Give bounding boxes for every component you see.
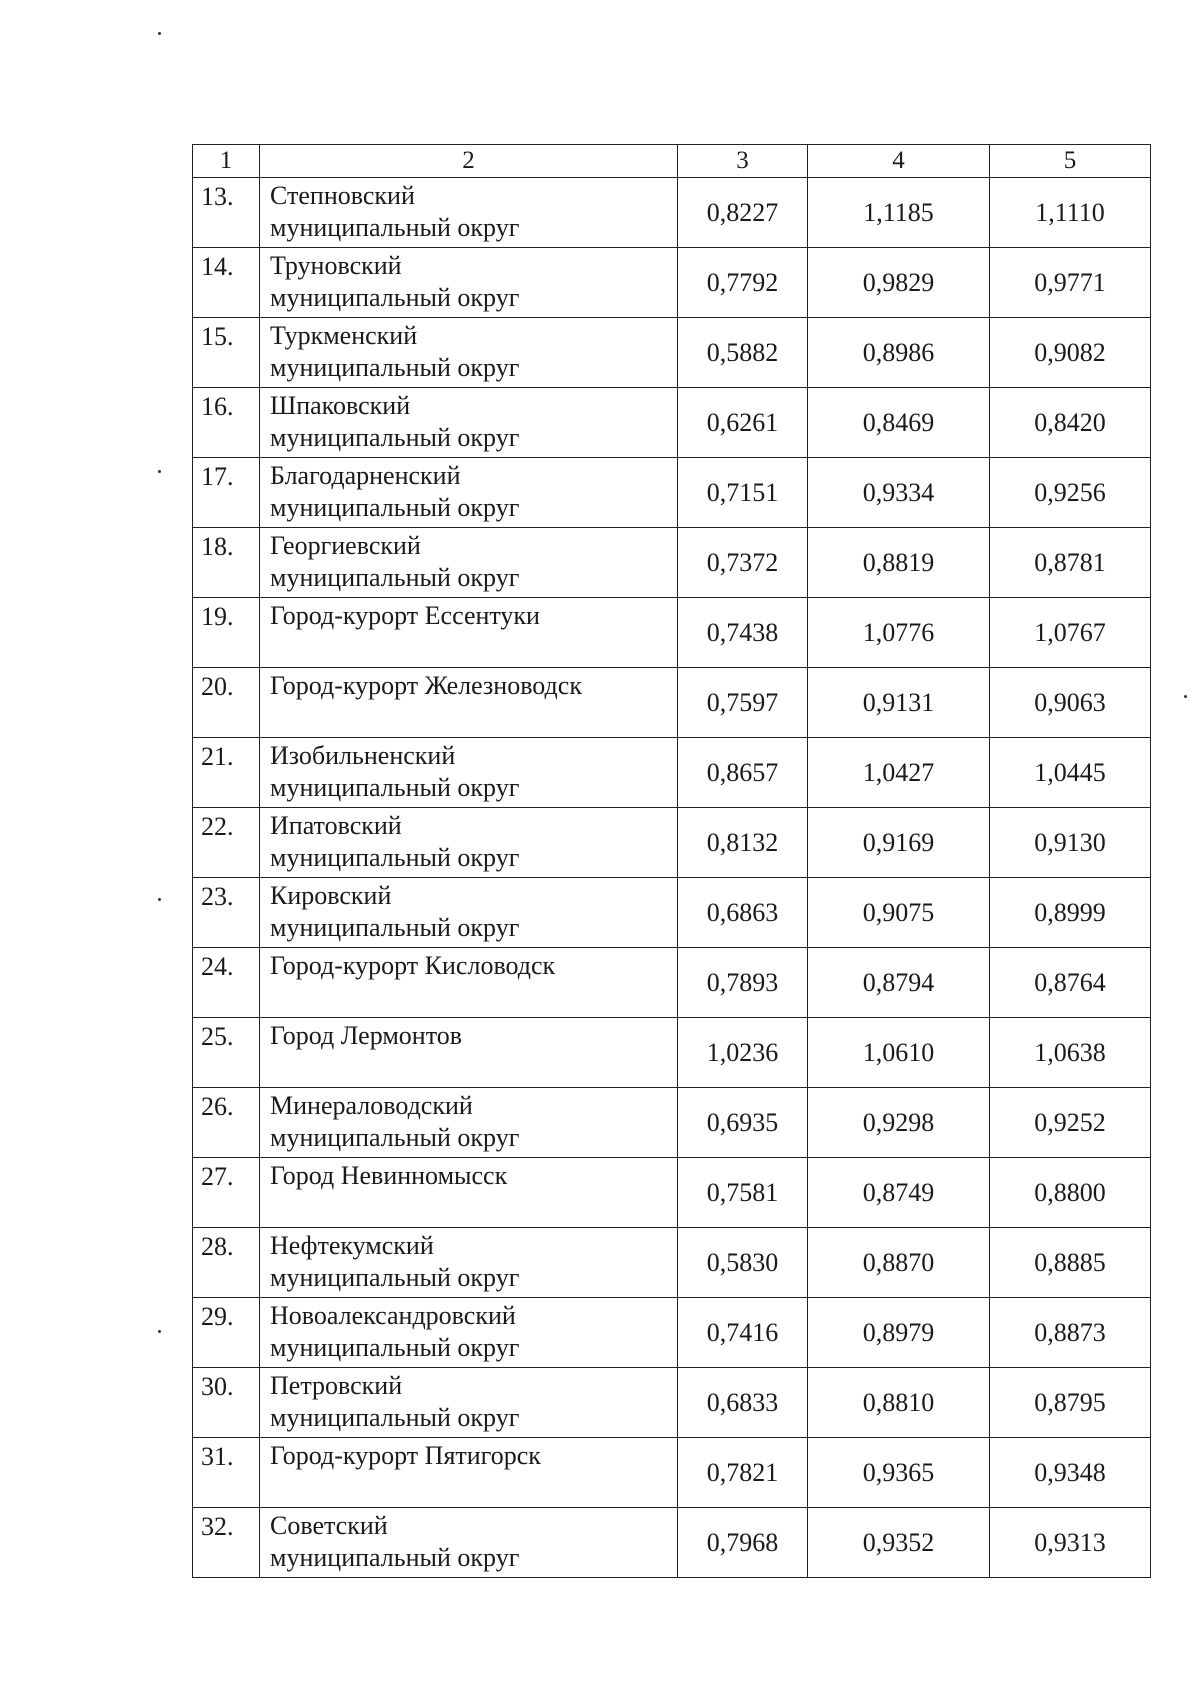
table-row: [193, 1508, 1151, 1578]
value-col-5: 0,9348: [990, 1438, 1151, 1508]
municipality-name-line-2: муниципальный округ: [270, 1543, 520, 1572]
header-col-3: 3: [678, 145, 808, 178]
municipality-name-line-2: муниципальный округ: [270, 1403, 520, 1432]
municipality-name: [260, 1018, 678, 1088]
value-col-3: 0,8132: [678, 808, 808, 878]
value-col-5: 0,9063: [990, 668, 1151, 738]
value-col-4: 0,8979: [808, 1298, 990, 1368]
municipality-name-line-2: муниципальный округ: [270, 353, 520, 382]
municipality-name-line-1: Нефтекумский: [270, 1231, 434, 1260]
municipality-name-line-1: Минераловодский: [270, 1091, 473, 1120]
municipality-name: [260, 248, 678, 318]
municipality-name-line-1: Степновский: [270, 181, 415, 210]
value-col-4: 1,0610: [808, 1018, 990, 1088]
value-col-4: 0,8870: [808, 1228, 990, 1298]
value-col-4: 1,1185: [808, 178, 990, 248]
table-row: [193, 1298, 1151, 1368]
header-col-5: 5: [990, 145, 1151, 178]
table-row: [193, 1018, 1151, 1088]
value-col-5: 0,8800: [990, 1158, 1151, 1228]
value-col-3: 0,7438: [678, 598, 808, 668]
value-col-3: 0,6935: [678, 1088, 808, 1158]
municipality-name-line-1: Ипатовский: [270, 811, 402, 840]
municipality-name-line-1: Город Невинномысск: [270, 1161, 508, 1190]
municipality-name-line-1: Город Лермонтов: [270, 1021, 462, 1050]
value-col-4: 0,8986: [808, 318, 990, 388]
value-col-5: 0,8764: [990, 948, 1151, 1018]
value-col-3: 0,7597: [678, 668, 808, 738]
municipality-name-line-2: муниципальный округ: [270, 563, 520, 592]
value-col-5: 0,9313: [990, 1508, 1151, 1578]
municipality-name-line-2: муниципальный округ: [270, 213, 520, 242]
municipality-name-line-1: Георгиевский: [270, 531, 421, 560]
value-col-4: 1,0776: [808, 598, 990, 668]
municipality-name: [260, 1228, 678, 1298]
municipality-name: [260, 738, 678, 808]
row-number: 32.: [193, 1508, 260, 1578]
table-row: [193, 1368, 1151, 1438]
municipality-name-line-1: Изобильненский: [270, 741, 456, 770]
municipality-name: [260, 948, 678, 1018]
row-number: 13.: [193, 178, 260, 248]
municipality-name-line-1: Шпаковский: [270, 391, 411, 420]
scan-speck: [158, 898, 161, 901]
header-row: [193, 145, 1151, 178]
value-col-5: 0,8420: [990, 388, 1151, 458]
row-number: 18.: [193, 528, 260, 598]
municipality-name: [260, 598, 678, 668]
row-number: 25.: [193, 1018, 260, 1088]
municipality-name-line-1: Город-курорт Железноводск: [270, 671, 582, 700]
table-row: [193, 878, 1151, 948]
scan-speck: [158, 32, 161, 35]
municipality-name-line-1: Город-курорт Пятигорск: [270, 1441, 541, 1470]
value-col-4: 0,8749: [808, 1158, 990, 1228]
value-col-3: 0,5882: [678, 318, 808, 388]
row-number: 27.: [193, 1158, 260, 1228]
row-number: 21.: [193, 738, 260, 808]
value-col-5: 0,8873: [990, 1298, 1151, 1368]
table-row: [193, 388, 1151, 458]
value-col-4: 0,8819: [808, 528, 990, 598]
municipality-name: [260, 318, 678, 388]
municipality-name-line-2: муниципальный округ: [270, 423, 520, 452]
table-row: [193, 1228, 1151, 1298]
table-row: [193, 248, 1151, 318]
value-col-3: 0,5830: [678, 1228, 808, 1298]
row-number: 20.: [193, 668, 260, 738]
municipality-name: [260, 878, 678, 948]
value-col-3: 0,6863: [678, 878, 808, 948]
municipality-name: [260, 1088, 678, 1158]
value-col-5: 1,0445: [990, 738, 1151, 808]
table-row: [193, 808, 1151, 878]
municipality-name-line-1: Кировский: [270, 881, 392, 910]
value-col-3: 0,8657: [678, 738, 808, 808]
municipality-name-line-2: муниципальный округ: [270, 843, 520, 872]
value-col-5: 0,8781: [990, 528, 1151, 598]
value-col-4: 0,9169: [808, 808, 990, 878]
municipality-name: [260, 808, 678, 878]
value-col-4: 0,8810: [808, 1368, 990, 1438]
value-col-4: 0,9334: [808, 458, 990, 528]
value-col-3: 0,7821: [678, 1438, 808, 1508]
value-col-3: 1,0236: [678, 1018, 808, 1088]
row-number: 22.: [193, 808, 260, 878]
value-col-5: 1,0638: [990, 1018, 1151, 1088]
municipality-name: [260, 1298, 678, 1368]
scan-speck: [158, 1330, 161, 1333]
value-col-4: 1,0427: [808, 738, 990, 808]
row-number: 16.: [193, 388, 260, 458]
table-row: [193, 1438, 1151, 1508]
value-col-4: 0,9829: [808, 248, 990, 318]
table-row: [193, 458, 1151, 528]
municipality-name: [260, 458, 678, 528]
value-col-4: 0,9352: [808, 1508, 990, 1578]
row-number: 30.: [193, 1368, 260, 1438]
municipality-name-line-2: муниципальный округ: [270, 773, 520, 802]
table-row: [193, 318, 1151, 388]
municipality-name-line-1: Город-курорт Ессентуки: [270, 601, 540, 630]
value-col-5: 0,8795: [990, 1368, 1151, 1438]
value-col-5: 0,9252: [990, 1088, 1151, 1158]
value-col-3: 0,7893: [678, 948, 808, 1018]
value-col-3: 0,7416: [678, 1298, 808, 1368]
value-col-5: 0,9082: [990, 318, 1151, 388]
row-number: 14.: [193, 248, 260, 318]
table-row: [193, 738, 1151, 808]
municipality-name: [260, 1438, 678, 1508]
header-col-1: 1: [193, 145, 260, 178]
value-col-4: 0,9298: [808, 1088, 990, 1158]
table-body: [193, 178, 1151, 1578]
row-number: 29.: [193, 1298, 260, 1368]
table-row: [193, 1088, 1151, 1158]
municipality-name-line-2: муниципальный округ: [270, 1263, 520, 1292]
row-number: 31.: [193, 1438, 260, 1508]
value-col-3: 0,7968: [678, 1508, 808, 1578]
table-row: [193, 668, 1151, 738]
header-col-4: 4: [808, 145, 990, 178]
table-header: [193, 145, 1151, 178]
municipality-name-line-2: муниципальный округ: [270, 913, 520, 942]
table-row: [193, 528, 1151, 598]
value-col-5: 0,9256: [990, 458, 1151, 528]
municipality-name-line-1: Благодарненский: [270, 461, 461, 490]
scan-speck: [158, 470, 161, 473]
coefficients-table: [192, 144, 1151, 1578]
value-col-4: 0,8469: [808, 388, 990, 458]
municipality-name-line-2: муниципальный округ: [270, 283, 520, 312]
value-col-5: 1,0767: [990, 598, 1151, 668]
table-row: [193, 598, 1151, 668]
value-col-3: 0,7151: [678, 458, 808, 528]
value-col-4: 0,9131: [808, 668, 990, 738]
value-col-3: 0,6833: [678, 1368, 808, 1438]
value-col-5: 0,9130: [990, 808, 1151, 878]
value-col-3: 0,7792: [678, 248, 808, 318]
municipality-name: [260, 1508, 678, 1578]
municipality-name: [260, 178, 678, 248]
scan-speck: [1184, 695, 1187, 698]
value-col-5: 0,9771: [990, 248, 1151, 318]
municipality-name-line-2: муниципальный округ: [270, 1333, 520, 1362]
table-row: [193, 178, 1151, 248]
row-number: 26.: [193, 1088, 260, 1158]
municipality-name-line-1: Труновский: [270, 251, 402, 280]
municipality-name: [260, 1368, 678, 1438]
municipality-name-line-2: муниципальный округ: [270, 493, 520, 522]
value-col-5: 1,1110: [990, 178, 1151, 248]
municipality-name: [260, 668, 678, 738]
table-row: [193, 1158, 1151, 1228]
table-row: [193, 948, 1151, 1018]
value-col-5: 0,8999: [990, 878, 1151, 948]
row-number: 23.: [193, 878, 260, 948]
value-col-4: 0,9365: [808, 1438, 990, 1508]
row-number: 19.: [193, 598, 260, 668]
value-col-3: 0,8227: [678, 178, 808, 248]
value-col-3: 0,7372: [678, 528, 808, 598]
value-col-4: 0,8794: [808, 948, 990, 1018]
municipality-name-line-1: Туркменский: [270, 321, 418, 350]
municipality-name-line-1: Город-курорт Кисловодск: [270, 951, 556, 980]
municipality-name-line-1: Петровский: [270, 1371, 403, 1400]
municipality-name-line-1: Новоалександровский: [270, 1301, 516, 1330]
value-col-4: 0,9075: [808, 878, 990, 948]
row-number: 24.: [193, 948, 260, 1018]
value-col-3: 0,7581: [678, 1158, 808, 1228]
value-col-3: 0,6261: [678, 388, 808, 458]
municipality-name: [260, 388, 678, 458]
row-number: 28.: [193, 1228, 260, 1298]
header-col-2: 2: [260, 145, 678, 178]
value-col-5: 0,8885: [990, 1228, 1151, 1298]
row-number: 17.: [193, 458, 260, 528]
municipality-name-line-1: Советский: [270, 1511, 388, 1540]
municipality-name: [260, 528, 678, 598]
municipality-name: [260, 1158, 678, 1228]
row-number: 15.: [193, 318, 260, 388]
municipality-name-line-2: муниципальный округ: [270, 1123, 520, 1152]
